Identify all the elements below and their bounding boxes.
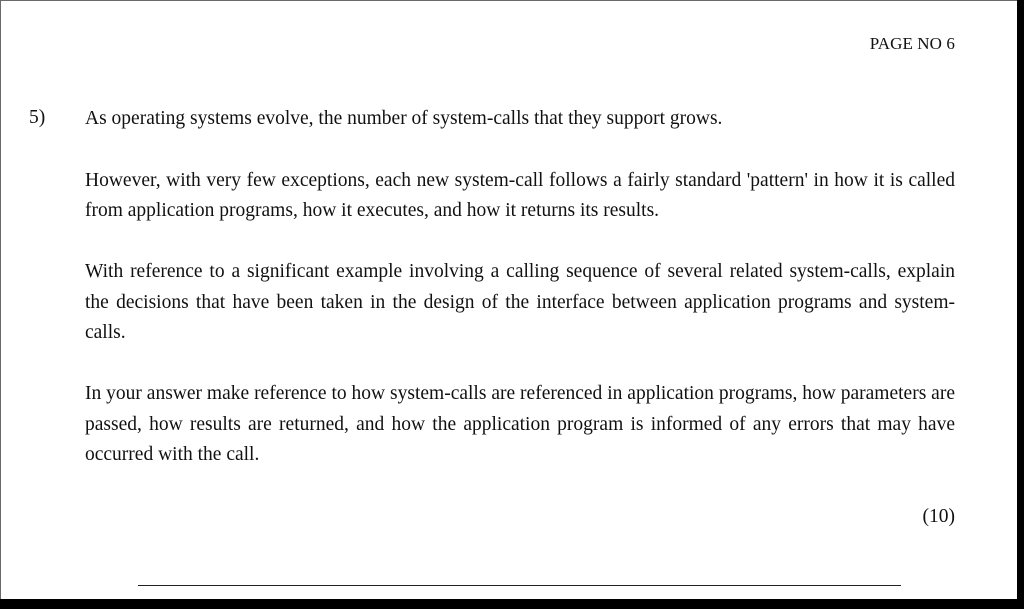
question-paragraph: In your answer make reference to how system-calls are referenced in application programs, how parameters are passed, how results are returned, and how the application program is informed of any errors that may have occurred with the call. xyxy=(85,383,955,465)
question-marks: (10) xyxy=(922,506,955,527)
page-number: PAGE NO 6 xyxy=(869,34,955,53)
footer-divider xyxy=(138,585,901,586)
question-paragraph: However, with very few exceptions, each new system-call follows a fairly standard 'pattern' in how it is called from application programs, how it executes, and how it returns its results. xyxy=(85,169,955,221)
question-body xyxy=(85,104,955,501)
question-paragraph: With reference to a significant example involving a calling sequence of several related system-calls, explain the decisions that have been taken in the design of the interface between application programs and system-calls. xyxy=(85,261,955,343)
question-paragraph: As operating systems evolve, the number of system-calls that they support grows. xyxy=(85,108,723,129)
question-number: 5) xyxy=(29,107,46,128)
